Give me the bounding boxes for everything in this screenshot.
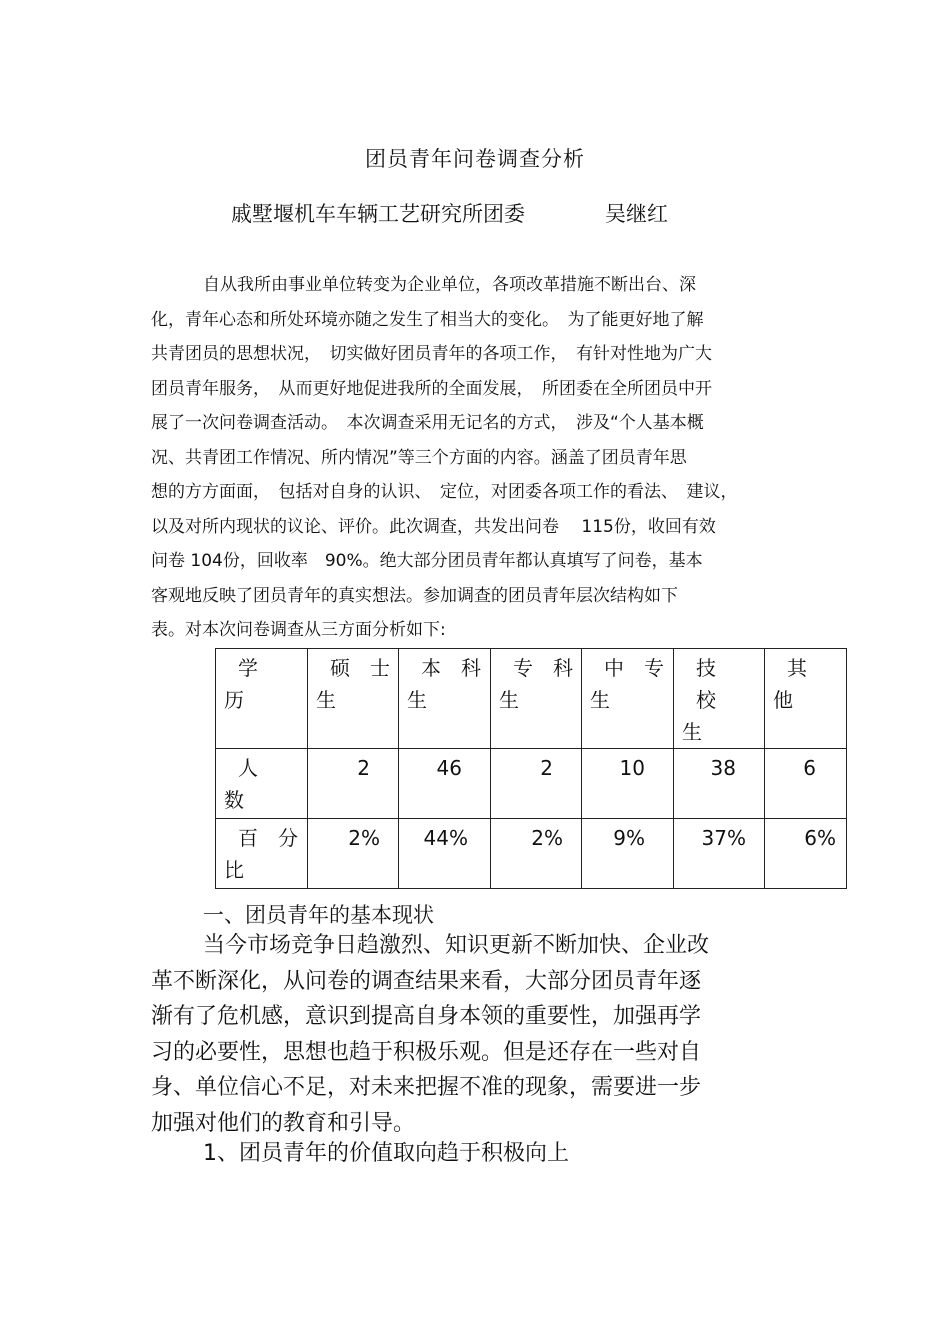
body-line: 渐有了危机感，意识到提高自身本领的重要性，加强再学 [151,1004,702,1029]
intro-paragraph [151,268,801,648]
intro-line: 况、共青团工作情况、所内情况”等三个方面的内容。涵盖了团员青年思 [151,447,687,468]
intro-line: 想的方方面面， 包括对自身的认识、 定位，对团委各项工作的看法、 建议， [151,482,738,502]
intro-line: 团员青年服务， 从而更好地促进我所的全面发展， 所团委在全所团员中开 [151,378,712,399]
intro-line: 表。对本次问卷调查从三方面分析如下: [151,620,446,640]
intro-line: 客观地反映了团员青年的真实想法。参加调查的团员青年层次结构如下 [151,585,678,606]
document-byline [231,198,668,228]
count-cell: 6 [765,749,847,819]
table-header-cell: 学 历 [216,649,308,749]
count-cell: 46 [399,749,491,819]
table-header-cell: 专 科 生 [491,649,582,749]
intro-line: 问卷 104份，回收率 90%。绝大部分团员青年都认真填写了问卷，基本 [151,551,703,571]
intro-line: 共青团员的思想状况， 切实做好团员青年的各项工作， 有针对性地为广大 [151,344,712,364]
section-body [151,928,791,1141]
body-line: 身、单位信心不足，对未来把握不准的现象，需要进一步 [151,1075,702,1100]
percent-cell: 9% [582,819,674,889]
percent-cell: 44% [399,819,491,889]
organization-name: 戚墅堰机车车辆工艺研究所团委 [231,202,525,226]
author-name: 吴继红 [605,202,668,226]
document-title: 团员青年问卷调查分析 [365,147,585,171]
count-cell: 2 [308,749,399,819]
table-row-percent [216,819,847,889]
body-line: 革不断深化，从问卷的调查结果来看，大部分团员青年逐 [151,968,702,994]
percent-cell: 2% [308,819,399,889]
percent-cell: 2% [491,819,582,889]
education-structure-table [215,648,847,889]
count-cell: 2 [491,749,582,819]
row-label-count: 人 数 [216,749,308,819]
percent-cell: 6% [765,819,847,889]
table-header-cell: 中 专 生 [582,649,674,749]
intro-line: 展了一次问卷调查活动。 本次调查采用无记名的方式， 涉及“个人基本概 [151,413,704,433]
row-label-percent: 百 分 比 [216,819,308,889]
count-cell: 10 [582,749,674,819]
table-header-cell: 其 他 [765,649,847,749]
count-cell: 38 [674,749,765,819]
table-header-cell: 硕 士 生 [308,649,399,749]
subsection-heading: 1、团员青年的价值取向趋于积极向上 [203,1141,569,1166]
body-line: 习的必要性，思想也趋于积极乐观。但是还存在一些对自 [151,1039,702,1065]
body-line: 当今市场竞争日趋激烈、知识更新不断加快、企业改 [203,933,710,958]
section-heading: 一、团员青年的基本现状 [203,903,434,927]
percent-cell: 37% [674,819,765,889]
intro-line: 化，青年心态和所处环境亦随之发生了相当大的变化。 为了能更好地了解 [151,309,704,330]
intro-line: 以及对所内现状的议论、评价。此次调查，共发出问卷 115份，收回有效 [151,516,716,537]
table-header-cell: 本 科 生 [399,649,491,749]
intro-line: 自从我所由事业单位转变为企业单位，各项改革措施不断出台、深 [203,275,696,295]
table-row-count [216,749,847,819]
table-header-cell: 技 校 生 [674,649,765,749]
body-line: 加强对他们的教育和引导。 [151,1110,416,1136]
table-header-row [216,649,847,749]
